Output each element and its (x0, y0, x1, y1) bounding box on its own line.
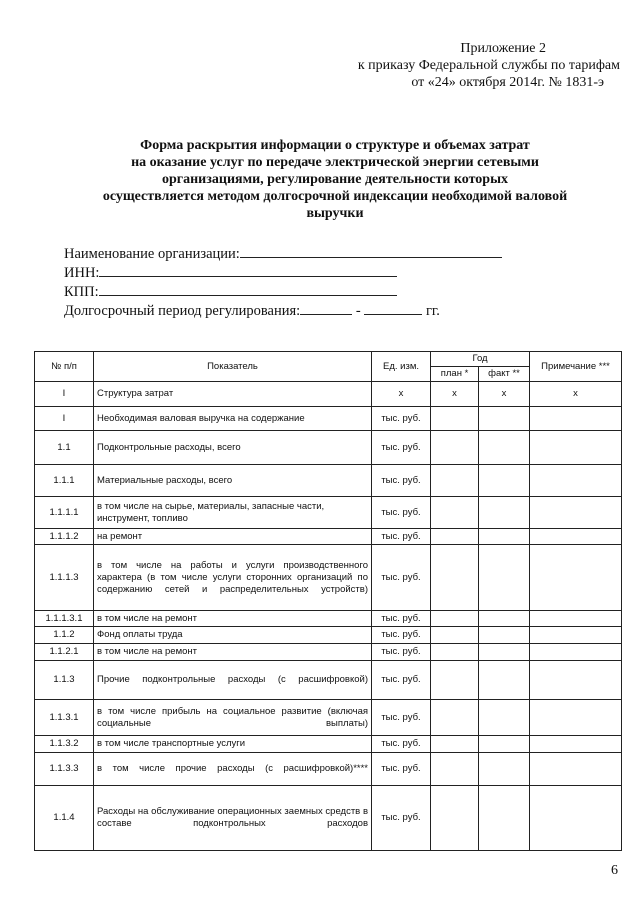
table-header-row (35, 352, 622, 367)
table-row (35, 736, 622, 753)
row-note (530, 407, 622, 431)
table-row (35, 786, 622, 851)
table-row (35, 644, 622, 661)
row-fact (479, 753, 530, 786)
row-unit: тыс. руб. (372, 627, 431, 644)
row-fact (479, 736, 530, 753)
inn-row (64, 264, 584, 283)
table-row (35, 627, 622, 644)
form-title (60, 137, 610, 222)
row-plan (431, 407, 479, 431)
row-name: Расходы на обслуживание операционных заемных средств в составе подконтрольных расходов (94, 786, 372, 851)
row-fact (479, 497, 530, 529)
row-plan (431, 611, 479, 627)
row-name: Материальные расходы, всего (94, 465, 372, 497)
row-num: 1.1.4 (35, 786, 94, 851)
table-row (35, 753, 622, 786)
row-name: в том числе на работы и услуги производственного характера (в том числе услуги сторонних организаций по содержанию сетей и распределительных устройств) (94, 545, 372, 611)
row-unit: тыс. руб. (372, 431, 431, 465)
row-plan (431, 661, 479, 700)
form-title-line: осуществляется методом долгосрочной индексации необходимой валовой (102, 189, 568, 204)
row-fact (479, 611, 530, 627)
inn-blank (99, 264, 397, 277)
annex-order-ref: к приказу Федеральной службы по тарифам (357, 58, 620, 73)
row-fact (479, 700, 530, 736)
row-plan (431, 431, 479, 465)
table-row (35, 497, 622, 529)
row-name: в том числе прочие расходы (с расшифровкой)**** (94, 753, 372, 786)
row-fact (479, 431, 530, 465)
row-unit: тыс. руб. (372, 661, 431, 700)
period-label: Долгосрочный период регулирования: (64, 303, 301, 319)
row-num: 1.1.1.3.1 (35, 611, 94, 627)
period-start-blank (300, 302, 352, 315)
row-plan (431, 529, 479, 545)
period-row (64, 302, 584, 321)
row-unit: тыс. руб. (372, 407, 431, 431)
row-unit: тыс. руб. (372, 753, 431, 786)
inn-label: ИНН: (64, 265, 100, 281)
row-fact (479, 545, 530, 611)
row-plan (431, 786, 479, 851)
row-name: на ремонт (94, 529, 372, 545)
form-title-line: Форма раскрытия информации о структуре и объемах затрат (140, 138, 530, 153)
row-note (530, 700, 622, 736)
header-plan: план * (431, 367, 479, 382)
table-row (35, 661, 622, 700)
row-num: 1.1.1.2 (35, 529, 94, 545)
row-num: 1.1.3 (35, 661, 94, 700)
row-num: 1.1.3.3 (35, 753, 94, 786)
row-unit: тыс. руб. (372, 644, 431, 661)
row-num: 1.1.1.1 (35, 497, 94, 529)
row-name: в том числе на сырье, материалы, запасные части, инструмент, топливо (94, 497, 372, 529)
row-fact (479, 786, 530, 851)
row-unit: тыс. руб. (372, 529, 431, 545)
table-row (35, 382, 622, 407)
row-num: 1.1.1 (35, 465, 94, 497)
kpp-row (64, 283, 584, 302)
period-unit: гг. (425, 303, 440, 319)
row-num: 1.1.2.1 (35, 644, 94, 661)
row-fact: x (479, 382, 530, 407)
row-note (530, 497, 622, 529)
table-row (35, 431, 622, 465)
row-note (530, 545, 622, 611)
cost-structure-table (34, 351, 622, 851)
row-note (530, 644, 622, 661)
row-name: Прочие подконтрольные расходы (с расшифровкой) (94, 661, 372, 700)
form-title-line: выручки (306, 206, 364, 221)
header-note: Примечание *** (530, 352, 622, 382)
row-unit: x (372, 382, 431, 407)
row-unit: тыс. руб. (372, 497, 431, 529)
row-note (530, 465, 622, 497)
org-name-row (64, 245, 584, 264)
row-name: Фонд оплаты труда (94, 627, 372, 644)
row-unit: тыс. руб. (372, 736, 431, 753)
organization-fields (64, 245, 584, 321)
org-name-blank (240, 245, 502, 258)
row-plan (431, 644, 479, 661)
row-unit: тыс. руб. (372, 611, 431, 627)
row-note (530, 753, 622, 786)
row-name: в том числе на ремонт (94, 611, 372, 627)
header-indicator: Показатель (94, 352, 372, 382)
kpp-blank (99, 283, 397, 296)
kpp-label: КПП: (64, 284, 99, 300)
row-note (530, 736, 622, 753)
annex-order-date: от «24» октября 2014г. № 1831-э (411, 75, 604, 90)
header-year: Год (431, 352, 530, 367)
page-number: 6 (611, 863, 618, 878)
row-num: 1.1.3.2 (35, 736, 94, 753)
row-note (530, 529, 622, 545)
table-row (35, 611, 622, 627)
annex-number: Приложение 2 (460, 41, 546, 56)
row-unit: тыс. руб. (372, 545, 431, 611)
period-end-blank (364, 302, 422, 315)
row-unit: тыс. руб. (372, 700, 431, 736)
row-fact (479, 644, 530, 661)
row-plan (431, 545, 479, 611)
row-note (530, 661, 622, 700)
form-title-line: на оказание услуг по передаче электрической энергии сетевыми (131, 155, 539, 170)
form-title-line: организациями, регулирование деятельности которых (161, 172, 509, 187)
row-note: x (530, 382, 622, 407)
org-name-label: Наименование организации: (64, 246, 240, 262)
row-unit: тыс. руб. (372, 786, 431, 851)
row-unit: тыс. руб. (372, 465, 431, 497)
row-fact (479, 465, 530, 497)
table-row (35, 407, 622, 431)
row-plan (431, 736, 479, 753)
row-name: Необходимая валовая выручка на содержание (94, 407, 372, 431)
annex-header (260, 40, 620, 91)
table-row (35, 529, 622, 545)
row-fact (479, 627, 530, 644)
row-name: в том числе транспортные услуги (94, 736, 372, 753)
header-unit: Ед. изм. (372, 352, 431, 382)
row-plan (431, 753, 479, 786)
row-fact (479, 529, 530, 545)
row-num: 1.1.2 (35, 627, 94, 644)
row-note (530, 431, 622, 465)
period-dash: - (355, 303, 361, 319)
table-row (35, 465, 622, 497)
table-row (35, 700, 622, 736)
row-fact (479, 407, 530, 431)
row-plan (431, 465, 479, 497)
row-num: I (35, 382, 94, 407)
row-note (530, 627, 622, 644)
row-name: Подконтрольные расходы, всего (94, 431, 372, 465)
header-num: № п/п (35, 352, 94, 382)
row-name: в том числе на ремонт (94, 644, 372, 661)
row-fact (479, 661, 530, 700)
row-plan (431, 627, 479, 644)
table-row (35, 545, 622, 611)
row-note (530, 611, 622, 627)
row-name: Структура затрат (94, 382, 372, 407)
row-name: в том числе прибыль на социальное развитие (включая социальные выплаты) (94, 700, 372, 736)
row-plan: x (431, 382, 479, 407)
row-num: 1.1 (35, 431, 94, 465)
row-num: 1.1.3.1 (35, 700, 94, 736)
row-note (530, 786, 622, 851)
row-num: I (35, 407, 94, 431)
row-plan (431, 700, 479, 736)
header-fact: факт ** (479, 367, 530, 382)
row-plan (431, 497, 479, 529)
row-num: 1.1.1.3 (35, 545, 94, 611)
